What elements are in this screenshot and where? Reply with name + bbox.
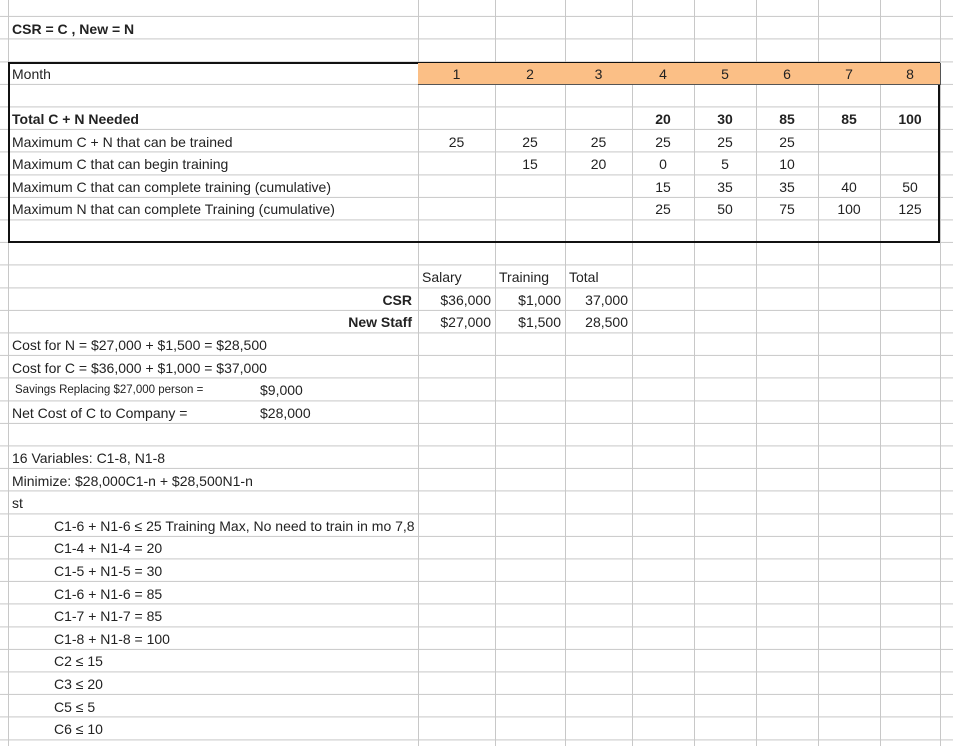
month-number: 2: [526, 65, 534, 82]
cost-cell[interactable]: 37,000: [585, 291, 628, 308]
cost-column-header[interactable]: Training: [499, 269, 550, 286]
savings-value: $9,000: [260, 382, 303, 399]
constraint-line[interactable]: C1-6 + N1-6 = 85: [54, 585, 163, 602]
row-label[interactable]: Maximum C + N that can be trained: [12, 133, 233, 150]
table-cell[interactable]: 35: [717, 178, 733, 195]
column-divider: [8, 0, 9, 746]
constraint-line[interactable]: C1-5 + N1-5 = 30: [54, 563, 163, 579]
constraint-line[interactable]: C1-4 + N1-4 = 20: [54, 540, 163, 557]
cost-cell[interactable]: $1,000: [518, 291, 561, 308]
table-cell[interactable]: 25: [590, 133, 607, 150]
month-header-label[interactable]: Month: [12, 65, 51, 82]
row-label[interactable]: Maximum C that can begin training: [12, 156, 229, 173]
row-label[interactable]: Total C + N Needed: [12, 111, 139, 127]
column-divider: [565, 0, 566, 746]
cost-cell[interactable]: $27,000: [440, 314, 491, 331]
sheet-title[interactable]: CSR = C , New = N: [12, 20, 135, 37]
constraint-line[interactable]: C6 ≤ 10: [54, 721, 103, 738]
table-cell[interactable]: 50: [717, 201, 733, 218]
subject-to-note[interactable]: st: [12, 495, 23, 512]
constraint-line[interactable]: C2 ≤ 15: [54, 653, 103, 670]
table-cell[interactable]: 40: [841, 178, 857, 195]
table-cell[interactable]: 30: [717, 111, 733, 127]
cost-n-note[interactable]: Cost for N = $27,000 + $1,500 = $28,500: [12, 337, 267, 353]
table-cell[interactable]: 85: [841, 111, 857, 127]
table-cell[interactable]: 15: [522, 156, 538, 173]
table-cell[interactable]: 125: [898, 201, 922, 218]
month-number: 7: [845, 65, 853, 82]
month-number: 3: [594, 65, 603, 82]
table-cell[interactable]: 75: [779, 201, 795, 218]
cost-column-header[interactable]: Salary: [422, 269, 462, 286]
cost-row-label[interactable]: CSR: [382, 291, 412, 308]
constraint-line[interactable]: C1-8 + N1-8 = 100: [54, 630, 170, 647]
table-cell[interactable]: 5: [721, 156, 729, 173]
net-cost-label[interactable]: Net Cost of C to Company =: [12, 404, 188, 421]
month-number: 5: [721, 65, 729, 82]
table-cell[interactable]: 0: [659, 156, 667, 173]
table-cell[interactable]: 35: [779, 178, 795, 195]
cost-cell[interactable]: 28,500: [585, 314, 628, 331]
minimize-note[interactable]: Minimize: $28,000C1-n + $28,500N1-n: [12, 472, 253, 489]
table-cell[interactable]: 25: [655, 133, 671, 150]
table-cell[interactable]: 25: [779, 133, 795, 150]
table-cell[interactable]: 100: [898, 111, 922, 127]
constraint-line[interactable]: C1-7 + N1-7 = 85: [54, 608, 163, 625]
table-cell[interactable]: 25: [522, 133, 538, 150]
variables-note[interactable]: 16 Variables: C1-8, N1-8: [12, 450, 166, 466]
table-cell[interactable]: 25: [448, 133, 465, 150]
row-label[interactable]: Maximum C that can complete training (cumulative): [12, 178, 332, 195]
column-divider: [940, 0, 941, 746]
constraint-line[interactable]: C5 ≤ 5: [54, 698, 96, 715]
table-cell[interactable]: 25: [655, 201, 671, 218]
net-cost-value: $28,000: [260, 404, 311, 421]
table-cell[interactable]: 85: [779, 111, 795, 127]
table-cell[interactable]: 10: [779, 156, 795, 173]
table-cell[interactable]: 100: [837, 201, 861, 218]
month-number: 1: [452, 65, 461, 82]
month-number: 8: [906, 65, 914, 82]
cost-row-label[interactable]: New Staff: [348, 314, 412, 331]
month-number: 6: [783, 65, 791, 82]
row-label[interactable]: Maximum N that can complete Training (cumulative): [12, 201, 335, 218]
column-divider: [495, 0, 496, 746]
month-number: 4: [659, 65, 667, 82]
column-divider: [418, 0, 419, 746]
cost-cell[interactable]: $1,500: [518, 314, 561, 331]
table-cell[interactable]: 15: [655, 178, 671, 195]
cost-c-note[interactable]: Cost for C = $36,000 + $1,000 = $37,000: [12, 359, 267, 376]
cost-column-header[interactable]: Total: [569, 269, 599, 286]
table-cell[interactable]: 20: [655, 111, 671, 127]
constraint-line[interactable]: C1-6 + N1-6 ≤ 25 Training Max, No need to train in mo 7,8: [54, 517, 415, 534]
constraint-line[interactable]: C3 ≤ 20: [54, 676, 103, 692]
table-cell[interactable]: 20: [590, 156, 607, 173]
table-cell[interactable]: 25: [717, 133, 733, 150]
savings-label[interactable]: Savings Replacing $27,000 person =: [15, 384, 204, 397]
cost-cell[interactable]: $36,000: [440, 291, 491, 308]
table-cell[interactable]: 50: [902, 178, 918, 195]
